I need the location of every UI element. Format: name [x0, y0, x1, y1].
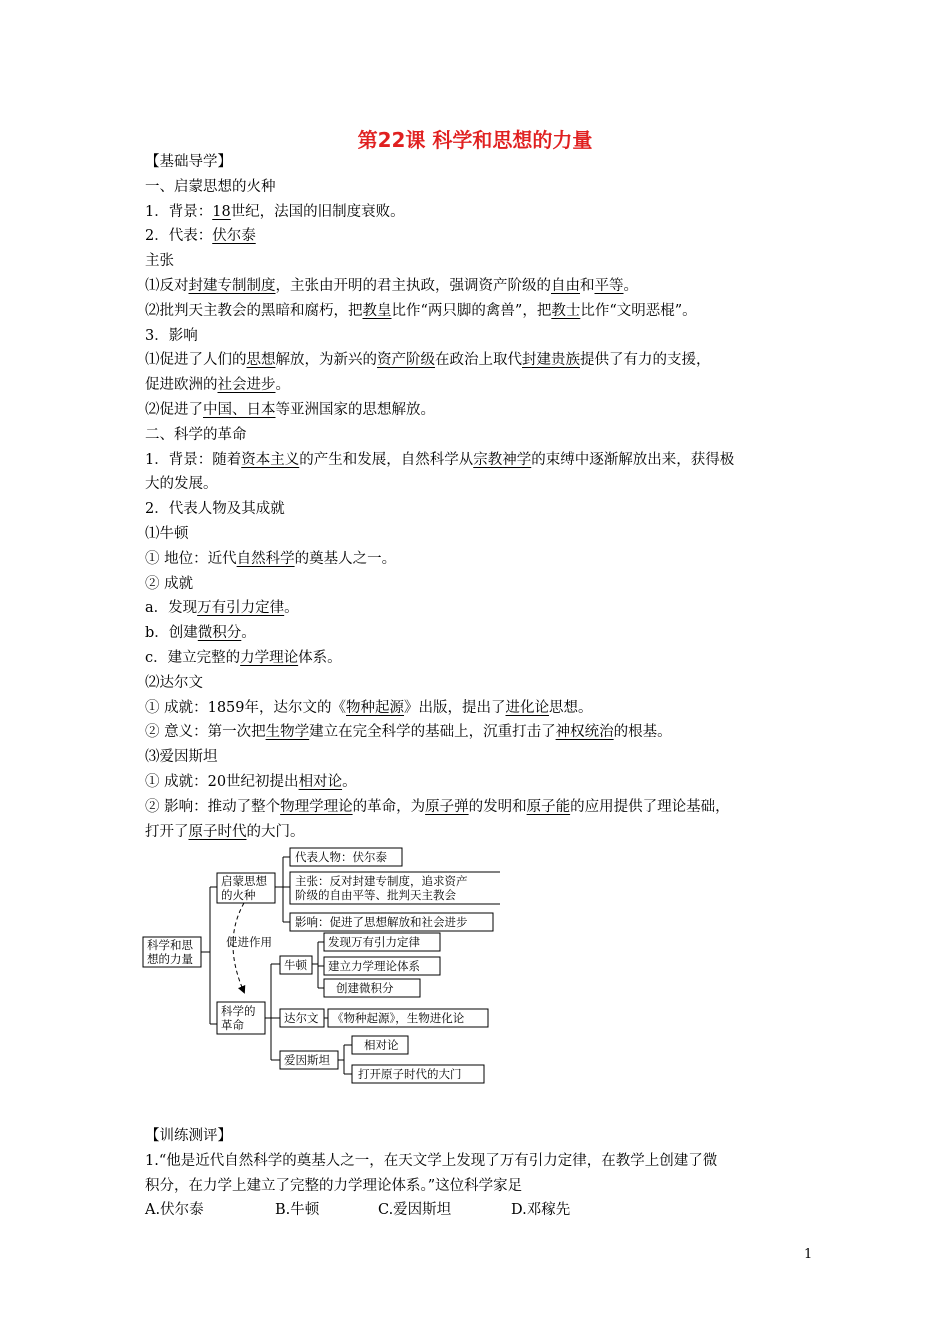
option-a: A.伏尔泰	[145, 1202, 204, 1219]
darwin-label: 达尔文	[284, 1011, 319, 1025]
darwin-item: 《物种起源》，生物进化论	[332, 1011, 465, 1025]
text-line: 大的发展。	[145, 476, 218, 493]
claim-label-1: 主张：反对封建专制度，追求资产	[295, 874, 468, 888]
root-label-1: 科学和思	[147, 938, 193, 952]
option-c: C.爱因斯坦	[378, 1202, 452, 1219]
subsection-title: 二、科学的革命	[145, 426, 247, 443]
text-line: c．建立完整的力学理论体系。	[145, 649, 342, 666]
text-line: ② 影响：推动了整个物理学理论的革命，为原子弹的发明和原子能的应用提供了理论基础，	[145, 798, 730, 815]
text-line: ① 成就：1859年，达尔文的《物种起源》出版，提出了进化论思想。	[145, 699, 593, 716]
root-label-2: 想的力量	[147, 952, 193, 966]
text-line: 2．代表人物及其成就	[145, 501, 285, 518]
newton-item-3: 创建微积分	[336, 981, 394, 995]
science-label-2: 革命	[221, 1018, 244, 1032]
rep-label: 代表人物：伏尔泰	[295, 850, 387, 864]
claim-label-2: 阶级的自由平等、批判天主教会	[295, 888, 456, 902]
text-line: ① 成就：20世纪初提出相对论。	[145, 773, 357, 790]
question-text: 1.“他是近代自然科学的奠基人之一，在天文学上发现了万有引力定律，在教学上创建了微	[145, 1152, 718, 1169]
text-line: 主张	[145, 253, 174, 270]
page-title: 第22课 科学和思想的力量	[357, 128, 593, 152]
text-line: ② 意义：第一次把生物学建立在完全科学的基础上，沉重打击了神权统治的根基。	[145, 724, 672, 741]
text-line: ⑴反对封建专制制度，主张由开明的君主执政，强调资产阶级的自由和平等。	[145, 277, 638, 294]
text-line: ⑶爱因斯坦	[145, 749, 218, 766]
text-line: ⑵促进了中国、日本等亚洲国家的思想解放。	[145, 401, 435, 418]
einstein-item-2: 打开原子时代的大门	[358, 1067, 462, 1081]
subsection-title: 一、启蒙思想的火种	[145, 178, 276, 195]
text-line: 打开了原子时代的大门。	[145, 823, 305, 840]
answer-options	[145, 1198, 810, 1223]
section-heading: 【基础导学】	[145, 154, 232, 170]
practice-test	[145, 1124, 810, 1223]
newton-label: 牛顿	[284, 958, 307, 972]
text-line: ⑵达尔文	[145, 674, 203, 691]
enlightenment-label-1: 启蒙思想	[221, 874, 267, 888]
text-line: ① 地位：近代自然科学的奠基人之一。	[145, 550, 397, 567]
concept-map	[140, 842, 500, 1092]
text-line: ② 成就	[145, 575, 194, 592]
option-d: D.邓稼先	[511, 1202, 571, 1219]
newton-item-2: 建立力学理论体系	[328, 959, 420, 973]
text-line: a．发现万有引力定律。	[145, 600, 299, 617]
science-label-1: 科学的	[221, 1004, 256, 1018]
option-b: B.牛顿	[275, 1202, 320, 1219]
study-guide	[145, 150, 810, 844]
influence-label: 影响：促进了思想解放和社会进步	[295, 915, 468, 929]
text-line: b．创建微积分。	[145, 625, 256, 642]
text-line: 3．影响	[145, 327, 198, 344]
question-text: 积分，在力学上建立了完整的力学理论体系。”这位科学家足	[145, 1177, 523, 1194]
einstein-label: 爱因斯坦	[284, 1053, 330, 1067]
enlightenment-label-2: 的火种	[221, 888, 256, 902]
text-line: ⑴促进了人们的思想解放，为新兴的资产阶级在政治上取代封建贵族提供了有力的支援，	[145, 352, 711, 369]
newton-item-1: 发现万有引力定律	[328, 935, 420, 949]
promote-label: 促进作用	[226, 935, 272, 949]
section-heading: 【训练测评】	[145, 1128, 232, 1144]
text-line: 促进欧洲的社会进步。	[145, 377, 290, 394]
einstein-item-1: 相对论	[364, 1038, 399, 1052]
text-line: 1．背景：随着资本主义的产生和发展，自然科学从宗教神学的束缚中逐渐解放出来，获得极	[145, 451, 735, 468]
text-line: 1．背景：18世纪，法国的旧制度衰败。	[145, 203, 405, 220]
text-line: 2．代表：伏尔泰	[145, 228, 256, 245]
page-number: 1	[804, 1247, 813, 1262]
text-line: ⑴牛顿	[145, 525, 189, 542]
text-line: ⑵批判天主教会的黑暗和腐朽，把教皇比作“两只脚的禽兽”，把教士比作“文明恶棍”。	[145, 302, 697, 319]
